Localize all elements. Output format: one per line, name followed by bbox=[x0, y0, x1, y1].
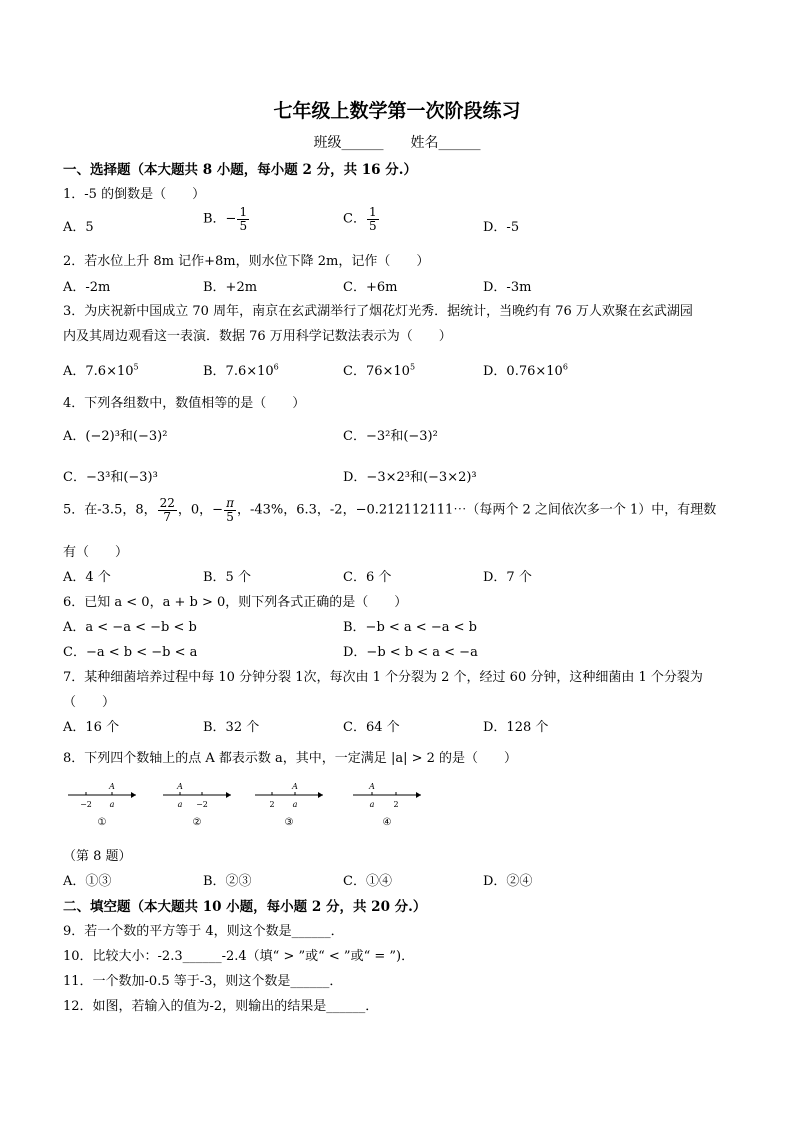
q2-option-b: B．+2m bbox=[203, 280, 258, 295]
figure-number: ② bbox=[192, 817, 202, 828]
q6-stem: 6．已知 a < 0，a + b > 0，则下列各式正确的是（ ） bbox=[63, 595, 408, 610]
q1-c-num: 1 bbox=[368, 205, 377, 219]
q5-option-d: D．7 个 bbox=[483, 570, 532, 585]
section1-heading: 一、选择题（本大题共 8 小题，每小题 2 分，共 16 分.） bbox=[63, 162, 417, 178]
q1-c-den: 5 bbox=[368, 218, 377, 233]
q5-stem-c: ，-43%，6.3，-2，−0.212112111⋯（每两个 2 之间依次多一个 1）中，有理数 bbox=[236, 502, 717, 518]
q1-c-fraction bbox=[367, 206, 379, 232]
q5-option-a: A．4 个 bbox=[63, 570, 111, 585]
q1-option-c bbox=[343, 206, 380, 232]
q8-stem: 8．下列四个数轴上的点 A 都表示数 a，其中，一定满足 |a| > 2 的是（ ） bbox=[63, 751, 518, 766]
page-title: 七年级上数学第一次阶段练习 bbox=[273, 100, 521, 122]
q1-stem: 1．-5 的倒数是（ ） bbox=[63, 187, 206, 202]
q5-frac2-den: 5 bbox=[226, 509, 234, 524]
figure-number: ③ bbox=[284, 817, 294, 828]
q2-stem: 2．若水位上升 8m 记作+8m，则水位下降 2m，记作（ ） bbox=[63, 254, 430, 269]
q5-fraction-pi-5 bbox=[224, 497, 236, 523]
number-line-2 bbox=[163, 782, 231, 828]
q8-option-b: B．②③ bbox=[203, 874, 252, 889]
point-a-label: A bbox=[109, 782, 115, 791]
number-line-3 bbox=[255, 782, 323, 828]
q3-d-exp: 6 bbox=[562, 362, 568, 372]
q8-number-lines bbox=[62, 780, 432, 832]
q5-option-b: B．5 个 bbox=[203, 570, 251, 585]
point-a-label: A bbox=[177, 782, 183, 791]
q5-fraction-22-7 bbox=[158, 497, 177, 523]
point-a-label: A bbox=[369, 782, 375, 791]
q9-text: 9．若一个数的平方等于 4，则这个数是______． bbox=[63, 924, 344, 939]
q10-text: 10．比较大小：-2.3______-2.4（填“ > ”或“ < ”或“ = ”)． bbox=[63, 949, 415, 964]
q2-option-c: C．+6m bbox=[343, 280, 398, 295]
q3-stem-line2: 内及其周边观看这一表演．数据 76 万用科学记数法表示为（ ） bbox=[63, 329, 452, 344]
q3-c-base: C．76×10 bbox=[343, 364, 410, 379]
q1-b-den: 5 bbox=[239, 218, 248, 233]
q7-stem-line2: （ ） bbox=[63, 695, 116, 710]
q5-frac2-num: π bbox=[226, 496, 234, 510]
right-tick-label: a bbox=[292, 800, 298, 809]
q2-option-d: D．-3m bbox=[483, 280, 532, 295]
q3-b-exp: 6 bbox=[273, 362, 279, 372]
q7-option-c: C．64 个 bbox=[343, 720, 400, 735]
q6-option-a: A．a < −a < −b < b bbox=[63, 620, 197, 635]
point-a-label: A bbox=[292, 782, 298, 791]
arrow-head-icon bbox=[131, 792, 136, 798]
name-label: 姓名______ bbox=[410, 135, 481, 151]
arrow-head-icon bbox=[318, 792, 323, 798]
figure-number: ④ bbox=[382, 817, 392, 828]
q5-stem-a: 5．在-3.5，8， bbox=[63, 502, 157, 518]
q4-stem: 4．下列各组数中，数值相等的是（ ） bbox=[63, 396, 306, 411]
q5-option-c: C．6 个 bbox=[343, 570, 392, 585]
left-tick-label: a bbox=[177, 800, 183, 809]
q6-option-c: C．−a < b < −b < a bbox=[63, 645, 198, 660]
class-name-line bbox=[0, 132, 794, 152]
number-line-1 bbox=[68, 782, 136, 828]
q6-option-d: D．−b < b < a < −a bbox=[343, 645, 478, 660]
section2-heading: 二、填空题（本大题共 10 小题，每小题 2 分，共 20 分.） bbox=[63, 899, 427, 915]
q1-option-a: A．5 bbox=[63, 220, 94, 235]
q3-d-base: D．0.76×10 bbox=[483, 364, 563, 379]
class-label: 班级______ bbox=[313, 135, 384, 151]
q3-option-b bbox=[203, 360, 279, 379]
q4-option-c-second: C．−3³和(−3)³ bbox=[63, 470, 158, 485]
arrow-head-icon bbox=[226, 792, 231, 798]
q6-option-b: B．−b < a < −a < b bbox=[343, 620, 477, 635]
q4-option-c-first: C．−3²和(−3)² bbox=[343, 429, 438, 444]
right-tick-label: a bbox=[109, 800, 115, 809]
q5-frac1-num: 22 bbox=[159, 496, 175, 510]
right-tick-label: 2 bbox=[393, 800, 399, 809]
q3-option-a bbox=[63, 360, 139, 379]
q3-option-c bbox=[343, 360, 415, 379]
q1-b-prefix: B．− bbox=[203, 211, 237, 227]
left-tick-label: −2 bbox=[80, 800, 92, 809]
q1-option-b bbox=[203, 206, 250, 232]
q8-figures bbox=[62, 780, 432, 832]
q2-option-a: A．-2m bbox=[63, 280, 111, 295]
q11-text: 11．一个数加-0.5 等于-3，则这个数是______． bbox=[63, 974, 343, 989]
q4-option-a: A．(−2)³和(−3)² bbox=[63, 429, 168, 444]
q1-b-fraction bbox=[237, 206, 249, 232]
q5-stem-line1 bbox=[63, 497, 716, 523]
right-tick-label: −2 bbox=[196, 800, 208, 809]
q3-b-base: B．7.6×10 bbox=[203, 364, 274, 379]
q12-text: 12．如图，若输入的值为-2，则输出的结果是______． bbox=[63, 999, 379, 1014]
q8-option-a: A．①③ bbox=[63, 874, 112, 889]
arrow-head-icon bbox=[416, 792, 421, 798]
q1-option-d: D．-5 bbox=[483, 220, 520, 235]
q5-frac1-den: 7 bbox=[163, 509, 172, 524]
left-tick-label: 2 bbox=[269, 800, 275, 809]
q8-option-c: C．①④ bbox=[343, 874, 392, 889]
q3-a-base: A．7.6×10 bbox=[63, 364, 134, 379]
q3-c-exp: 5 bbox=[409, 362, 416, 372]
figure-number: ① bbox=[97, 817, 107, 828]
number-line-4 bbox=[353, 782, 421, 828]
q8-figure-caption: （第 8 题） bbox=[63, 849, 132, 864]
q7-option-a: A．16 个 bbox=[63, 720, 120, 735]
q7-stem-line1: 7．某种细菌培养过程中每 10 分钟分裂 1次，每次由 1 个分裂为 2 个，经过 60 分钟，这种细菌由 1 个分裂为 bbox=[63, 670, 703, 685]
q5-stem-line2: 有（ ） bbox=[63, 545, 129, 560]
q7-option-d: D．128 个 bbox=[483, 720, 549, 735]
q3-option-d bbox=[483, 360, 568, 379]
q8-option-d: D．②④ bbox=[483, 874, 533, 889]
q5-stem-b: ，0，− bbox=[177, 502, 224, 518]
q3-stem-line1: 3．为庆祝新中国成立 70 周年，南京在玄武湖举行了烟花灯光秀．据统计，当晚约有 76 万人欢聚在玄武湖园 bbox=[63, 304, 693, 319]
q4-option-d: D．−3×2³和(−3×2)³ bbox=[343, 470, 477, 485]
q7-option-b: B．32 个 bbox=[203, 720, 260, 735]
q1-b-num: 1 bbox=[239, 205, 248, 219]
q1-c-prefix: C． bbox=[343, 211, 366, 227]
q3-a-exp: 5 bbox=[133, 362, 139, 372]
left-tick-label: a bbox=[369, 800, 375, 809]
